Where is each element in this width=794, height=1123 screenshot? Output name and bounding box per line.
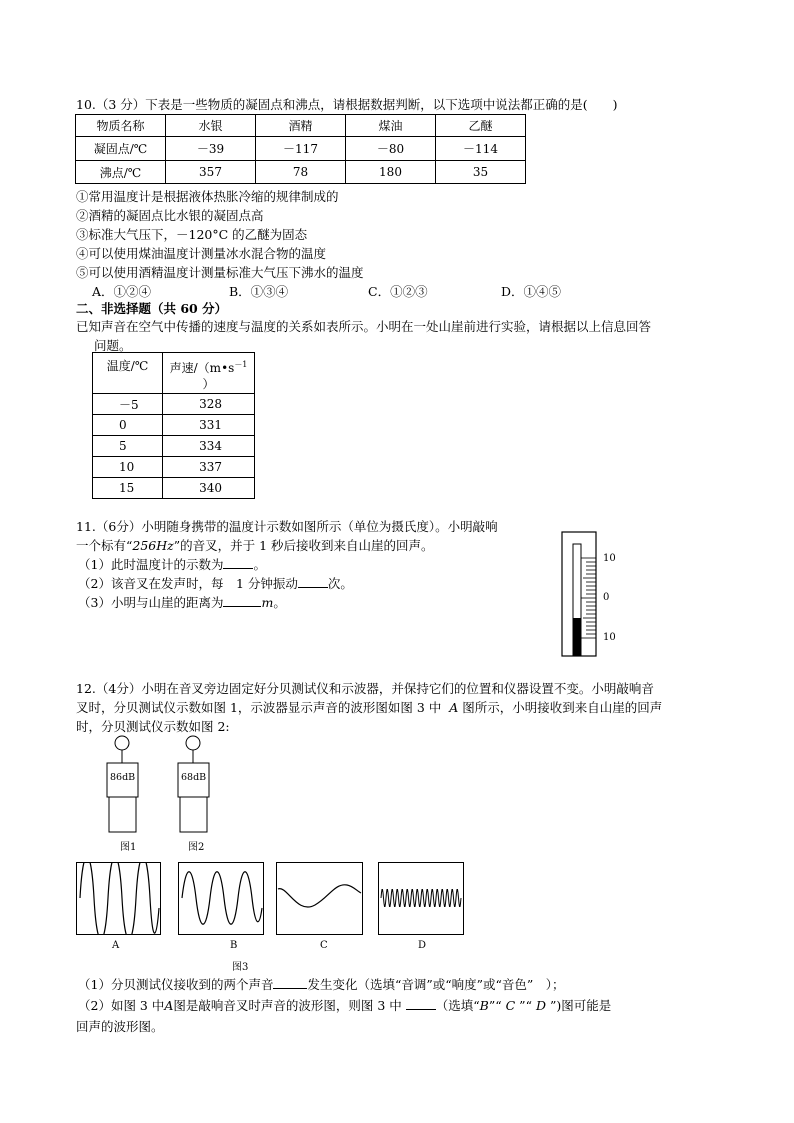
wave-c-icon [277,863,362,934]
table-cell: 337 [163,457,255,478]
wave-a-icon [77,863,160,934]
table-cell: 0 [93,415,163,436]
decibel-meter-1 [104,734,144,834]
table-cell: 180 [346,161,436,184]
table-cell: －114 [436,137,526,161]
thermo-label: 10 [603,553,616,564]
meter2-reading: 68dB [181,772,207,783]
table-header-cell: 温度/℃ [93,353,163,394]
wave-label-b: B [230,940,238,951]
table-cell: 15 [93,478,163,499]
wave-label-c: C [320,940,328,951]
wave-d-icon [379,863,463,934]
table-header-cell: 乙醚 [436,115,526,137]
q11-line1: 11.（6分）小明随身携带的温度计示数如图所示（单位为摄氏度）。小明敲响 [76,519,498,534]
q11-sub3: （3）小明与山崖的距离为 m。 [78,595,286,610]
table-cell: 334 [163,436,255,457]
table-row [93,478,255,499]
q12-line2: 叉时，分贝测试仪示数如图 1，示波器显示声音的波形图如图 3 中 A 图所示，小明接收到来自山崖的回声 [76,700,663,715]
q12-sub1: （1）分贝测试仪接收到的两个声音 发生变化（选填“音调”或“响度”或“音色” ）； [78,977,565,992]
statement: ④可以使用煤油温度计测量冰水混合物的温度 [76,246,327,261]
table-row [76,137,526,161]
thermo-label: 0 [603,592,610,603]
section-intro: 已知声音在空气中传播的速度与温度的关系如表所示。小明在一处山崖前进行实验，请根据以上信息回答 [76,319,652,334]
decibel-meter-2 [175,734,215,834]
waveform-b [178,862,264,935]
option-a: A．①②④ [92,284,152,299]
table-cell: －5 [93,394,163,415]
q12-line1: 12.（4分）小明在音叉旁边固定好分贝测试仪和示波器，并保持它们的位置和仪器设置不变。小明敲响音 [76,681,654,696]
q11-line2: 一个标有“256Hz”的音叉，并于 1 秒后接收到来自山崖的回声。 [76,538,434,553]
answer-blank[interactable] [223,556,253,569]
answer-blank[interactable] [298,575,328,588]
waveform-c [276,862,363,935]
fig1-caption: 图1 [120,842,137,853]
meter1-reading: 86dB [110,772,136,783]
decibel-meter-icon [175,734,215,834]
table-header-cell: 水银 [166,115,256,137]
answer-blank[interactable] [223,594,261,607]
waveform-a [76,862,161,935]
option-d: D．①④⑤ [501,284,562,299]
section-intro-cont: 问题。 [94,338,132,353]
table-cell: 10 [93,457,163,478]
fig3-caption: 图3 [232,962,249,973]
q12-sub2: （2）如图 3 中A图是敲响音叉时声音的波形图，则图 3 中 （选填“B”“ C ”“ D ”)图可能是 [78,998,612,1013]
decibel-meter-icon [104,734,144,834]
statement: ①常用温度计是根据液体热胀冷缩的规律制成的 [76,189,339,204]
table-cell: －80 [346,137,436,161]
statement: ②酒精的凝固点比水银的凝固点高 [76,208,264,223]
table-header-cell: 声速$/(m•s^{-1}$ ） [163,353,255,394]
table-row [93,457,255,478]
table-cell: 357 [166,161,256,184]
wave-label-d: D [418,940,427,951]
q12-line3: 时，分贝测试仪示数如图 2: [76,719,230,734]
table-row [93,415,255,436]
q11-sub1: （1）此时温度计的示数为 。 [78,557,266,572]
answer-blank[interactable] [273,976,307,989]
table-header-cell: 物质名称 [76,115,166,137]
q12-sub2-cont: 回声的波形图。 [76,1019,164,1034]
waveform-d [378,862,464,935]
table-cell: 328 [163,394,255,415]
table-cell: 凝固点/℃ [76,137,166,161]
table-cell: 沸点/℃ [76,161,166,184]
section-heading: 二、非选择题（共 60 分） [76,301,228,316]
wave-label-a: A [112,940,120,951]
statement: ③标准大气压下，－120°C 的乙醚为固态 [76,227,308,242]
table-cell: 5 [93,436,163,457]
table-cell: 78 [256,161,346,184]
table-cell: 331 [163,415,255,436]
table-row [93,394,255,415]
option-b: B．①③④ [229,284,289,299]
table-header-cell: 煤油 [346,115,436,137]
table-header-cell: 酒精 [256,115,346,137]
q10-stem: 10.（3 分）下表是一些物质的凝固点和沸点，请根据数据判断，以下选项中说法都正确的是( ) [76,97,618,112]
fig2-caption: 图2 [188,842,205,853]
table-cell: 35 [436,161,526,184]
statement: ⑤可以使用酒精温度计测量标准大气压下沸水的温度 [76,265,364,280]
table-cell: －117 [256,137,346,161]
option-c: C．①②③ [368,284,428,299]
q10-table [75,114,526,184]
table-row [76,161,526,184]
table-cell: －39 [166,137,256,161]
speed-table [92,352,255,499]
wave-b-icon [179,863,263,934]
answer-blank[interactable] [406,997,436,1010]
table-cell: 340 [163,478,255,499]
thermo-label: 10 [603,632,616,643]
table-row [93,436,255,457]
q11-sub2: （2）该音叉在发声时，每 1 分钟振动 次。 [78,576,353,591]
